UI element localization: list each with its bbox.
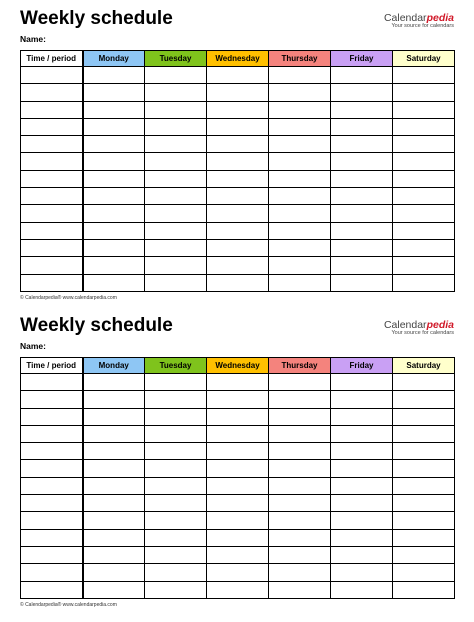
schedule-cell[interactable] [393, 257, 455, 274]
time-cell[interactable] [21, 581, 83, 598]
schedule-row [21, 101, 455, 118]
schedule-cell[interactable] [331, 374, 393, 391]
schedule-cell[interactable] [269, 460, 331, 477]
schedule-row [21, 153, 455, 170]
schedule-cell[interactable] [207, 408, 269, 425]
header-day: Friday [331, 358, 393, 374]
schedule-cell[interactable] [393, 408, 455, 425]
schedule-cell[interactable] [207, 222, 269, 239]
logo-tagline: Your source for calendars [391, 23, 454, 29]
schedule-row [21, 529, 455, 546]
schedule-row [21, 205, 455, 222]
schedule-cell[interactable] [83, 581, 145, 598]
schedule-cell[interactable] [145, 274, 207, 291]
schedule-cell[interactable] [331, 529, 393, 546]
schedule-cell[interactable] [207, 205, 269, 222]
schedule-cell[interactable] [331, 101, 393, 118]
schedule-cell[interactable] [393, 495, 455, 512]
schedule-cell[interactable] [207, 188, 269, 205]
schedule-cell[interactable] [207, 581, 269, 598]
schedule-cell[interactable] [83, 408, 145, 425]
schedule-cell[interactable] [269, 529, 331, 546]
schedule-cell[interactable] [331, 495, 393, 512]
schedule-row [21, 170, 455, 187]
schedule-cell[interactable] [207, 153, 269, 170]
schedule-cell[interactable] [269, 136, 331, 153]
schedule-cell[interactable] [83, 101, 145, 118]
schedule-cell[interactable] [145, 257, 207, 274]
header-time-period: Time / period [21, 358, 83, 374]
time-cell[interactable] [21, 239, 83, 256]
schedule-cell[interactable] [393, 222, 455, 239]
schedule-row [21, 512, 455, 529]
schedule-cell[interactable] [145, 546, 207, 563]
schedule-cell[interactable] [145, 205, 207, 222]
header-day: Tuesday [145, 358, 207, 374]
schedule-cell[interactable] [83, 205, 145, 222]
header-day: Wednesday [207, 51, 269, 67]
header-time-period: Time / period [21, 51, 83, 67]
schedule-cell[interactable] [145, 239, 207, 256]
schedule-cell[interactable] [83, 391, 145, 408]
schedule-cell[interactable] [269, 495, 331, 512]
header-day: Monday [83, 358, 145, 374]
schedule-cell[interactable] [331, 153, 393, 170]
time-cell[interactable] [21, 495, 83, 512]
schedule-row [21, 460, 455, 477]
header-day: Friday [331, 51, 393, 67]
schedule-cell[interactable] [269, 222, 331, 239]
schedule-cell[interactable] [145, 495, 207, 512]
schedule-cell[interactable] [207, 443, 269, 460]
schedule-cell[interactable] [207, 84, 269, 101]
schedule-cell[interactable] [331, 460, 393, 477]
schedule-cell[interactable] [393, 274, 455, 291]
schedule-cell[interactable] [393, 391, 455, 408]
schedule-row [21, 257, 455, 274]
schedule-cell[interactable] [269, 205, 331, 222]
schedule-cell[interactable] [83, 274, 145, 291]
header-row [21, 358, 455, 374]
time-cell[interactable] [21, 84, 83, 101]
schedule-row [21, 118, 455, 135]
schedule-cell[interactable] [269, 425, 331, 442]
schedule-row [21, 136, 455, 153]
schedule-row [21, 67, 455, 84]
schedule-cell[interactable] [331, 118, 393, 135]
schedule-cell[interactable] [145, 425, 207, 442]
schedule-cell[interactable] [269, 408, 331, 425]
schedule-table [20, 50, 455, 292]
time-cell[interactable] [21, 222, 83, 239]
schedule-cell[interactable] [393, 425, 455, 442]
time-cell[interactable] [21, 257, 83, 274]
schedule-row [21, 564, 455, 581]
schedule-cell[interactable] [207, 512, 269, 529]
logo-tagline: Your source for calendars [391, 330, 454, 336]
logo-brand-accent: pedia [426, 319, 454, 331]
schedule-cell[interactable] [83, 460, 145, 477]
time-cell[interactable] [21, 425, 83, 442]
schedule-cell[interactable] [393, 118, 455, 135]
calendarpedia-logo [384, 319, 454, 336]
time-cell[interactable] [21, 274, 83, 291]
schedule-cell[interactable] [83, 529, 145, 546]
schedule-cell[interactable] [83, 170, 145, 187]
page-title: Weekly schedule [20, 315, 173, 336]
schedule-cell[interactable] [393, 205, 455, 222]
schedule-cell[interactable] [145, 84, 207, 101]
time-cell[interactable] [21, 188, 83, 205]
schedule-cell[interactable] [331, 136, 393, 153]
schedule-cell[interactable] [393, 529, 455, 546]
schedule-cell[interactable] [269, 274, 331, 291]
header-day: Tuesday [145, 51, 207, 67]
schedule-cell[interactable] [393, 374, 455, 391]
header-day: Thursday [269, 51, 331, 67]
schedule-cell[interactable] [207, 118, 269, 135]
schedule-cell[interactable] [331, 477, 393, 494]
schedule-cell[interactable] [83, 512, 145, 529]
schedule-cell[interactable] [269, 546, 331, 563]
schedule-cell[interactable] [83, 136, 145, 153]
schedule-cell[interactable] [207, 460, 269, 477]
schedule-cell[interactable] [207, 136, 269, 153]
footer-credit: © Calendarpedia® www.calendarpedia.com [20, 602, 117, 608]
schedule-cell[interactable] [145, 118, 207, 135]
schedule-row [21, 546, 455, 563]
schedule-cell[interactable] [331, 205, 393, 222]
schedule-cell[interactable] [269, 84, 331, 101]
schedule-cell[interactable] [269, 239, 331, 256]
calendarpedia-logo [384, 12, 454, 29]
schedule-cell[interactable] [207, 391, 269, 408]
schedule-row [21, 274, 455, 291]
schedule-cell[interactable] [269, 257, 331, 274]
schedule-cell[interactable] [207, 67, 269, 84]
schedule-cell[interactable] [145, 101, 207, 118]
schedule-cell[interactable] [331, 274, 393, 291]
schedule-cell[interactable] [393, 170, 455, 187]
schedule-cell[interactable] [145, 222, 207, 239]
schedule-cell[interactable] [393, 101, 455, 118]
time-cell[interactable] [21, 564, 83, 581]
schedule-cell[interactable] [207, 101, 269, 118]
schedule-cell[interactable] [145, 374, 207, 391]
header-day: Thursday [269, 358, 331, 374]
time-cell[interactable] [21, 205, 83, 222]
name-label: Name: [20, 341, 46, 351]
time-cell[interactable] [21, 153, 83, 170]
schedule-cell[interactable] [83, 239, 145, 256]
schedule-row [21, 581, 455, 598]
schedule-cell[interactable] [269, 188, 331, 205]
schedule-row [21, 84, 455, 101]
time-cell[interactable] [21, 118, 83, 135]
schedule-cell[interactable] [83, 564, 145, 581]
footer-credit: © Calendarpedia® www.calendarpedia.com [20, 295, 117, 301]
page-title: Weekly schedule [20, 8, 173, 29]
schedule-cell[interactable] [207, 564, 269, 581]
name-label: Name: [20, 34, 46, 44]
time-cell[interactable] [21, 136, 83, 153]
schedule-row [21, 425, 455, 442]
schedule-cell[interactable] [83, 477, 145, 494]
time-cell[interactable] [21, 546, 83, 563]
schedule-row [21, 477, 455, 494]
schedule-cell[interactable] [145, 581, 207, 598]
schedule-cell[interactable] [393, 239, 455, 256]
schedule-cell[interactable] [393, 136, 455, 153]
schedule-cell[interactable] [393, 512, 455, 529]
schedule-cell[interactable] [145, 529, 207, 546]
schedule-cell[interactable] [83, 84, 145, 101]
schedule-cell[interactable] [393, 581, 455, 598]
schedule-cell[interactable] [83, 495, 145, 512]
logo-brand-plain: Calendar [383, 319, 427, 331]
schedule-row [21, 239, 455, 256]
header-day: Saturday [393, 358, 455, 374]
schedule-cell[interactable] [269, 564, 331, 581]
schedule-cell[interactable] [331, 84, 393, 101]
schedule-cell[interactable] [145, 443, 207, 460]
schedule-cell[interactable] [331, 512, 393, 529]
schedule-cell[interactable] [393, 443, 455, 460]
schedule-cell[interactable] [393, 460, 455, 477]
schedule-cell[interactable] [83, 257, 145, 274]
schedule-cell[interactable] [145, 188, 207, 205]
time-cell[interactable] [21, 460, 83, 477]
logo-brand-plain: Calendar [383, 12, 427, 24]
schedule-cell[interactable] [83, 153, 145, 170]
time-cell[interactable] [21, 529, 83, 546]
header-day: Saturday [393, 51, 455, 67]
schedule-cell[interactable] [393, 477, 455, 494]
schedule-cell[interactable] [331, 188, 393, 205]
schedule-cell[interactable] [393, 546, 455, 563]
schedule-cell[interactable] [83, 374, 145, 391]
schedule-row [21, 391, 455, 408]
schedule-cell[interactable] [331, 443, 393, 460]
schedule-cell[interactable] [145, 153, 207, 170]
schedule-cell[interactable] [331, 425, 393, 442]
schedule-cell[interactable] [145, 391, 207, 408]
schedule-cell[interactable] [331, 239, 393, 256]
schedule-cell[interactable] [145, 67, 207, 84]
header-day: Wednesday [207, 358, 269, 374]
schedule-cell[interactable] [269, 477, 331, 494]
schedule-cell[interactable] [207, 477, 269, 494]
schedule-cell[interactable] [207, 529, 269, 546]
schedule-row [21, 374, 455, 391]
header-row [21, 51, 455, 67]
schedule-cell[interactable] [269, 374, 331, 391]
schedule-cell[interactable] [269, 391, 331, 408]
schedule-cell[interactable] [145, 460, 207, 477]
schedule-row [21, 222, 455, 239]
schedule-cell[interactable] [83, 222, 145, 239]
schedule-cell[interactable] [83, 443, 145, 460]
schedule-row [21, 408, 455, 425]
schedule-cell[interactable] [145, 408, 207, 425]
header-day: Monday [83, 51, 145, 67]
logo-brand-accent: pedia [426, 12, 454, 24]
schedule-cell[interactable] [207, 170, 269, 187]
schedule-cell[interactable] [331, 564, 393, 581]
schedule-cell[interactable] [269, 170, 331, 187]
schedule-cell[interactable] [145, 170, 207, 187]
schedule-cell[interactable] [331, 408, 393, 425]
time-cell[interactable] [21, 170, 83, 187]
schedule-cell[interactable] [207, 425, 269, 442]
schedule-cell[interactable] [207, 546, 269, 563]
schedule-cell[interactable] [145, 512, 207, 529]
schedule-cell[interactable] [393, 84, 455, 101]
time-cell[interactable] [21, 477, 83, 494]
schedule-cell[interactable] [269, 512, 331, 529]
schedule-cell[interactable] [269, 118, 331, 135]
schedule-cell[interactable] [331, 67, 393, 84]
schedule-cell[interactable] [269, 153, 331, 170]
time-cell[interactable] [21, 101, 83, 118]
schedule-cell[interactable] [331, 222, 393, 239]
schedule-cell[interactable] [269, 67, 331, 84]
schedule-cell[interactable] [145, 477, 207, 494]
schedule-cell[interactable] [269, 581, 331, 598]
schedule-cell[interactable] [393, 67, 455, 84]
schedule-cell[interactable] [83, 546, 145, 563]
schedule-cell[interactable] [83, 67, 145, 84]
time-cell[interactable] [21, 67, 83, 84]
schedule-cell[interactable] [145, 564, 207, 581]
schedule-cell[interactable] [393, 188, 455, 205]
schedule-cell[interactable] [207, 257, 269, 274]
schedule-cell[interactable] [331, 581, 393, 598]
schedule-cell[interactable] [83, 425, 145, 442]
schedule-cell[interactable] [331, 170, 393, 187]
time-cell[interactable] [21, 374, 83, 391]
schedule-cell[interactable] [331, 257, 393, 274]
schedule-cell[interactable] [207, 274, 269, 291]
time-cell[interactable] [21, 408, 83, 425]
schedule-table [20, 357, 455, 599]
time-cell[interactable] [21, 512, 83, 529]
time-cell[interactable] [21, 443, 83, 460]
schedule-cell[interactable] [207, 374, 269, 391]
time-cell[interactable] [21, 391, 83, 408]
schedule-cell[interactable] [269, 101, 331, 118]
schedule-cell[interactable] [83, 188, 145, 205]
schedule-cell[interactable] [393, 564, 455, 581]
schedule-cell[interactable] [83, 118, 145, 135]
schedule-cell[interactable] [145, 136, 207, 153]
schedule-row [21, 495, 455, 512]
schedule-cell[interactable] [269, 443, 331, 460]
schedule-row [21, 188, 455, 205]
schedule-cell[interactable] [331, 391, 393, 408]
schedule-cell[interactable] [207, 495, 269, 512]
schedule-cell[interactable] [331, 546, 393, 563]
schedule-cell[interactable] [393, 153, 455, 170]
schedule-cell[interactable] [207, 239, 269, 256]
schedule-row [21, 443, 455, 460]
